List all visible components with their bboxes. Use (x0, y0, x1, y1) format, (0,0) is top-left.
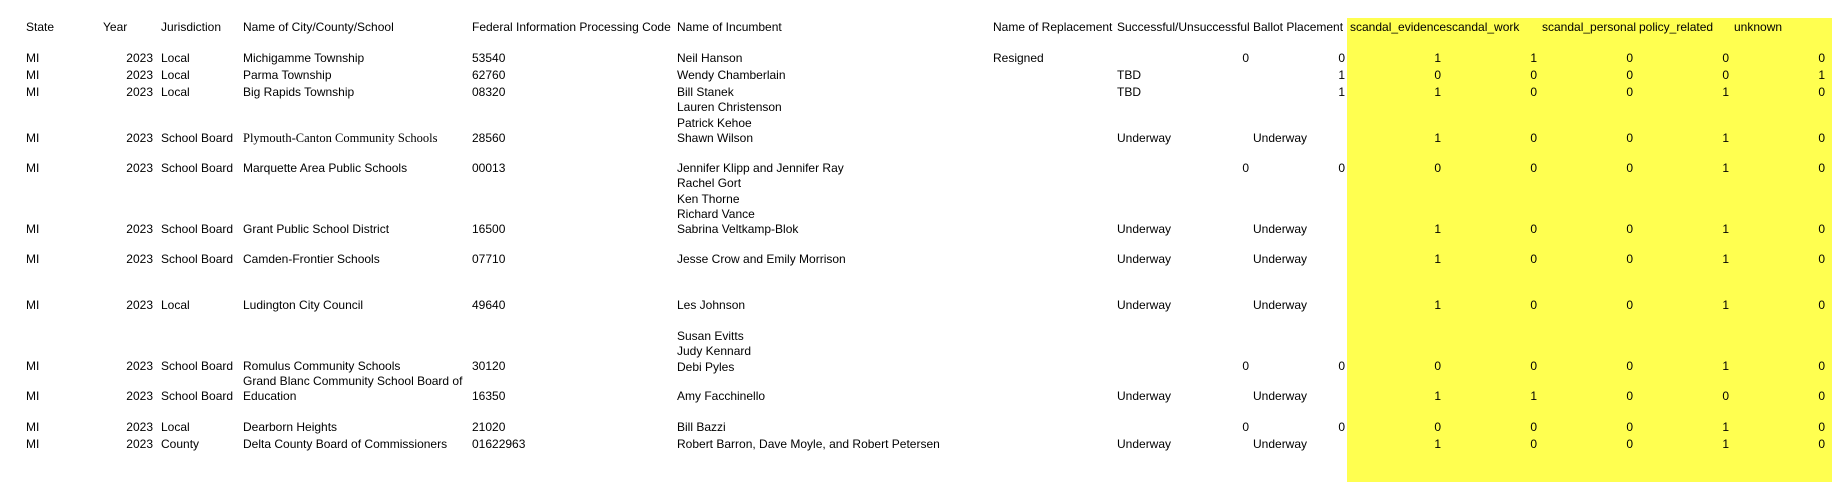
cell-name[interactable]: Michigamme Township (243, 51, 365, 65)
cell-fips[interactable]: 21020 (472, 420, 506, 434)
header-scandal-work[interactable]: scandal_work (1446, 20, 1520, 34)
cell-state[interactable]: MI (26, 252, 40, 266)
cell-jurisdiction[interactable]: School Board (161, 252, 234, 266)
header-fips[interactable]: Federal Information Processing Code (472, 20, 671, 34)
cell-fips[interactable]: 16350 (472, 389, 506, 403)
cell-name[interactable]: Education (243, 389, 297, 404)
cell-scandal-evidence[interactable]: 0 (1434, 359, 1441, 373)
cell-name[interactable]: Delta County Board of Commissioners (243, 437, 448, 451)
cell-year[interactable]: 2023 (126, 437, 153, 451)
cell-unknown[interactable]: 0 (1818, 359, 1825, 373)
cell-jurisdiction[interactable]: School Board (161, 222, 234, 236)
cell-scandal-evidence[interactable]: 1 (1434, 389, 1441, 403)
cell-incumbent[interactable]: Bill Bazzi (677, 420, 726, 434)
header-state[interactable]: State (26, 20, 55, 34)
cell-policy-related[interactable]: 1 (1722, 420, 1729, 434)
cell-incumbent[interactable]: Rachel Gort (677, 176, 742, 191)
cell-name[interactable]: Big Rapids Township (243, 85, 355, 99)
cell-success-value[interactable]: 0 (1242, 420, 1249, 434)
cell-incumbent[interactable]: Ken Thorne (677, 191, 740, 206)
cell-scandal-work[interactable]: 0 (1530, 437, 1537, 451)
cell-name[interactable]: Camden-Frontier Schools (243, 252, 380, 266)
cell-jurisdiction[interactable]: Local (161, 68, 190, 82)
cell-scandal-evidence[interactable]: 0 (1434, 161, 1441, 175)
cell-policy-related[interactable]: 1 (1722, 252, 1729, 266)
cell-unknown[interactable]: 0 (1818, 389, 1825, 403)
cell-fips[interactable]: 30120 (472, 359, 506, 373)
cell-year[interactable]: 2023 (126, 51, 153, 65)
cell-scandal-evidence[interactable]: 1 (1434, 298, 1441, 312)
cell-policy-related[interactable]: 1 (1722, 298, 1729, 312)
header-jurisdiction[interactable]: Jurisdiction (161, 20, 222, 34)
cell-success[interactable]: Underway (1117, 389, 1172, 403)
header-replacement[interactable]: Name of Replacement (993, 20, 1113, 34)
cell-state[interactable]: MI (26, 85, 40, 99)
cell-year[interactable]: 2023 (126, 222, 153, 236)
cell-unknown[interactable]: 0 (1818, 51, 1825, 65)
cell-year[interactable]: 2023 (126, 68, 153, 82)
cell-year[interactable]: 2023 (126, 389, 153, 403)
cell-year[interactable]: 2023 (126, 85, 153, 99)
cell-unknown[interactable]: 0 (1818, 252, 1825, 266)
cell-incumbent[interactable]: Susan Evitts (677, 329, 744, 343)
cell-scandal-personal[interactable]: 0 (1626, 222, 1633, 236)
cell-incumbent[interactable]: Bill Stanek (677, 85, 734, 99)
cell-jurisdiction[interactable]: Local (161, 420, 190, 434)
cell-incumbent[interactable]: Richard Vance (677, 206, 755, 221)
cell-unknown[interactable]: 0 (1818, 298, 1825, 312)
cell-ballot[interactable]: Underway (1253, 298, 1308, 312)
cell-year[interactable]: 2023 (126, 298, 153, 312)
cell-incumbent[interactable]: Jennifer Klipp and Jennifer Ray (677, 161, 844, 175)
cell-state[interactable]: MI (26, 68, 40, 82)
cell-year[interactable]: 2023 (126, 252, 153, 266)
cell-scandal-personal[interactable]: 0 (1626, 437, 1633, 451)
cell-ballot[interactable]: Underway (1253, 222, 1308, 236)
cell-ballot-value[interactable]: 0 (1338, 420, 1345, 434)
cell-jurisdiction[interactable]: School Board (161, 131, 234, 145)
cell-scandal-work[interactable]: 1 (1530, 51, 1537, 65)
cell-incumbent[interactable]: Neil Hanson (677, 51, 743, 65)
header-scandal-personal[interactable]: scandal_personal (1542, 20, 1637, 34)
cell-scandal-evidence[interactable]: 0 (1434, 420, 1441, 434)
cell-state[interactable]: MI (26, 420, 40, 434)
cell-scandal-personal[interactable]: 0 (1626, 85, 1633, 99)
cell-scandal-evidence[interactable]: 1 (1434, 85, 1441, 99)
cell-scandal-personal[interactable]: 0 (1626, 359, 1633, 373)
cell-replacement[interactable]: Resigned (993, 51, 1044, 65)
cell-scandal-work[interactable]: 0 (1530, 359, 1537, 373)
header-success[interactable]: Successful/Unsuccessful (1117, 20, 1250, 34)
cell-incumbent[interactable]: Judy Kennard (677, 344, 752, 359)
cell-scandal-personal[interactable]: 0 (1626, 420, 1633, 434)
header-ballot[interactable]: Ballot Placement (1253, 20, 1344, 34)
cell-ballot-value[interactable]: 1 (1338, 68, 1345, 82)
cell-policy-related[interactable]: 0 (1722, 51, 1729, 65)
cell-state[interactable]: MI (26, 389, 40, 403)
cell-name[interactable]: Plymouth-Canton Community Schools (243, 131, 438, 145)
cell-year[interactable]: 2023 (126, 420, 153, 434)
cell-state[interactable]: MI (26, 222, 40, 236)
cell-state[interactable]: MI (26, 437, 40, 451)
cell-scandal-work[interactable]: 0 (1530, 131, 1537, 145)
cell-year[interactable]: 2023 (126, 131, 153, 145)
cell-policy-related[interactable]: 1 (1722, 85, 1729, 99)
cell-name[interactable]: Ludington City Council (243, 298, 364, 312)
cell-incumbent[interactable]: Robert Barron, Dave Moyle, and Robert Petersen (677, 437, 940, 451)
cell-policy-related[interactable]: 1 (1722, 131, 1729, 145)
cell-success-value[interactable]: 0 (1242, 359, 1249, 373)
cell-fips[interactable]: 08320 (472, 85, 506, 99)
cell-scandal-personal[interactable]: 0 (1626, 161, 1633, 175)
cell-name[interactable]: Dearborn Heights (243, 420, 338, 434)
cell-unknown[interactable]: 0 (1818, 420, 1825, 434)
cell-scandal-evidence[interactable]: 1 (1434, 51, 1441, 65)
cell-scandal-personal[interactable]: 0 (1626, 298, 1633, 312)
cell-unknown[interactable]: 0 (1818, 131, 1825, 145)
cell-unknown[interactable]: 0 (1818, 222, 1825, 236)
cell-fips[interactable]: 62760 (472, 68, 506, 82)
cell-success[interactable]: Underway (1117, 437, 1172, 451)
cell-scandal-work[interactable]: 0 (1530, 252, 1537, 266)
cell-ballot-value[interactable]: 0 (1338, 359, 1345, 373)
cell-state[interactable]: MI (26, 51, 40, 65)
cell-fips[interactable]: 00013 (472, 161, 506, 175)
cell-scandal-work[interactable]: 0 (1530, 420, 1537, 434)
cell-scandal-work[interactable]: 1 (1530, 389, 1537, 403)
cell-incumbent[interactable]: Les Johnson (677, 298, 746, 312)
cell-unknown[interactable]: 1 (1818, 68, 1825, 82)
cell-scandal-evidence[interactable]: 1 (1434, 437, 1441, 451)
cell-scandal-personal[interactable]: 0 (1626, 68, 1633, 82)
cell-scandal-personal[interactable]: 0 (1626, 131, 1633, 145)
cell-name[interactable]: Grand Blanc Community School Board of (243, 374, 463, 388)
cell-success[interactable]: Underway (1117, 222, 1172, 236)
cell-fips[interactable]: 07710 (472, 252, 506, 266)
cell-success[interactable]: Underway (1117, 298, 1172, 312)
cell-fips[interactable]: 01622963 (472, 437, 526, 451)
cell-scandal-work[interactable]: 0 (1530, 161, 1537, 175)
header-name[interactable]: Name of City/County/School (243, 20, 394, 34)
cell-jurisdiction[interactable]: Local (161, 51, 190, 65)
header-incumbent[interactable]: Name of Incumbent (677, 20, 782, 34)
cell-ballot-value[interactable]: 0 (1338, 51, 1345, 65)
cell-incumbent[interactable]: Amy Facchinello (677, 389, 766, 403)
cell-incumbent[interactable]: Patrick Kehoe (677, 115, 752, 130)
cell-scandal-evidence[interactable]: 1 (1434, 252, 1441, 266)
cell-policy-related[interactable]: 0 (1722, 389, 1729, 403)
cell-incumbent[interactable]: Lauren Christenson (677, 100, 782, 115)
cell-policy-related[interactable]: 1 (1722, 359, 1729, 373)
cell-incumbent[interactable]: Shawn Wilson (677, 131, 754, 145)
cell-jurisdiction[interactable]: School Board (161, 161, 234, 175)
cell-state[interactable]: MI (26, 359, 40, 373)
cell-incumbent[interactable]: Sabrina Veltkamp-Blok (677, 222, 799, 236)
cell-policy-related[interactable]: 1 (1722, 161, 1729, 175)
cell-incumbent[interactable]: Wendy Chamberlain (677, 68, 786, 82)
cell-success[interactable]: Underway (1117, 252, 1172, 266)
cell-year[interactable]: 2023 (126, 161, 153, 175)
cell-fips[interactable]: 16500 (472, 222, 506, 236)
cell-scandal-personal[interactable]: 0 (1626, 51, 1633, 65)
header-scandal-evidence[interactable]: scandal_evidence (1350, 20, 1447, 34)
cell-ballot[interactable]: Underway (1253, 131, 1308, 145)
cell-scandal-evidence[interactable]: 0 (1434, 68, 1441, 82)
cell-ballot-value[interactable]: 1 (1338, 85, 1345, 99)
cell-incumbent[interactable]: Debi Pyles (677, 359, 735, 374)
cell-success-value[interactable]: 0 (1242, 51, 1249, 65)
cell-name[interactable]: Parma Township (243, 68, 332, 82)
cell-year[interactable]: 2023 (126, 359, 153, 373)
cell-unknown[interactable]: 0 (1818, 85, 1825, 99)
cell-success-value[interactable]: 0 (1242, 161, 1249, 175)
cell-name[interactable]: Marquette Area Public Schools (243, 161, 408, 175)
cell-success[interactable]: Underway (1117, 131, 1172, 145)
cell-jurisdiction[interactable]: County (161, 437, 200, 451)
cell-name[interactable]: Grant Public School District (243, 222, 390, 236)
cell-state[interactable]: MI (26, 298, 40, 312)
header-unknown[interactable]: unknown (1734, 20, 1783, 34)
cell-scandal-work[interactable]: 0 (1530, 222, 1537, 236)
cell-incumbent[interactable]: Jesse Crow and Emily Morrison (677, 252, 846, 266)
cell-scandal-work[interactable]: 0 (1530, 85, 1537, 99)
cell-state[interactable]: MI (26, 161, 40, 175)
cell-success[interactable]: TBD (1117, 68, 1141, 82)
header-policy-related[interactable]: policy_related (1639, 20, 1714, 34)
cell-policy-related[interactable]: 0 (1722, 68, 1729, 82)
cell-fips[interactable]: 49640 (472, 298, 506, 312)
cell-jurisdiction[interactable]: Local (161, 85, 190, 99)
cell-jurisdiction[interactable]: School Board (161, 359, 234, 373)
cell-scandal-evidence[interactable]: 1 (1434, 131, 1441, 145)
cell-policy-related[interactable]: 1 (1722, 437, 1729, 451)
cell-policy-related[interactable]: 1 (1722, 222, 1729, 236)
header-year[interactable]: Year (103, 20, 128, 34)
cell-unknown[interactable]: 0 (1818, 161, 1825, 175)
cell-ballot-value[interactable]: 0 (1338, 161, 1345, 175)
cell-success[interactable]: TBD (1117, 85, 1141, 99)
cell-fips[interactable]: 28560 (472, 131, 506, 145)
cell-fips[interactable]: 53540 (472, 51, 506, 65)
cell-scandal-evidence[interactable]: 1 (1434, 222, 1441, 236)
cell-unknown[interactable]: 0 (1818, 437, 1825, 451)
cell-ballot[interactable]: Underway (1253, 437, 1308, 451)
cell-scandal-personal[interactable]: 0 (1626, 389, 1633, 403)
cell-scandal-work[interactable]: 0 (1530, 298, 1537, 312)
cell-state[interactable]: MI (26, 131, 40, 145)
cell-ballot[interactable]: Underway (1253, 252, 1308, 266)
cell-jurisdiction[interactable]: Local (161, 298, 190, 312)
cell-name[interactable]: Romulus Community Schools (243, 359, 401, 373)
cell-scandal-work[interactable]: 0 (1530, 68, 1537, 82)
cell-jurisdiction[interactable]: School Board (161, 389, 234, 403)
cell-scandal-personal[interactable]: 0 (1626, 252, 1633, 266)
cell-ballot[interactable]: Underway (1253, 389, 1308, 403)
